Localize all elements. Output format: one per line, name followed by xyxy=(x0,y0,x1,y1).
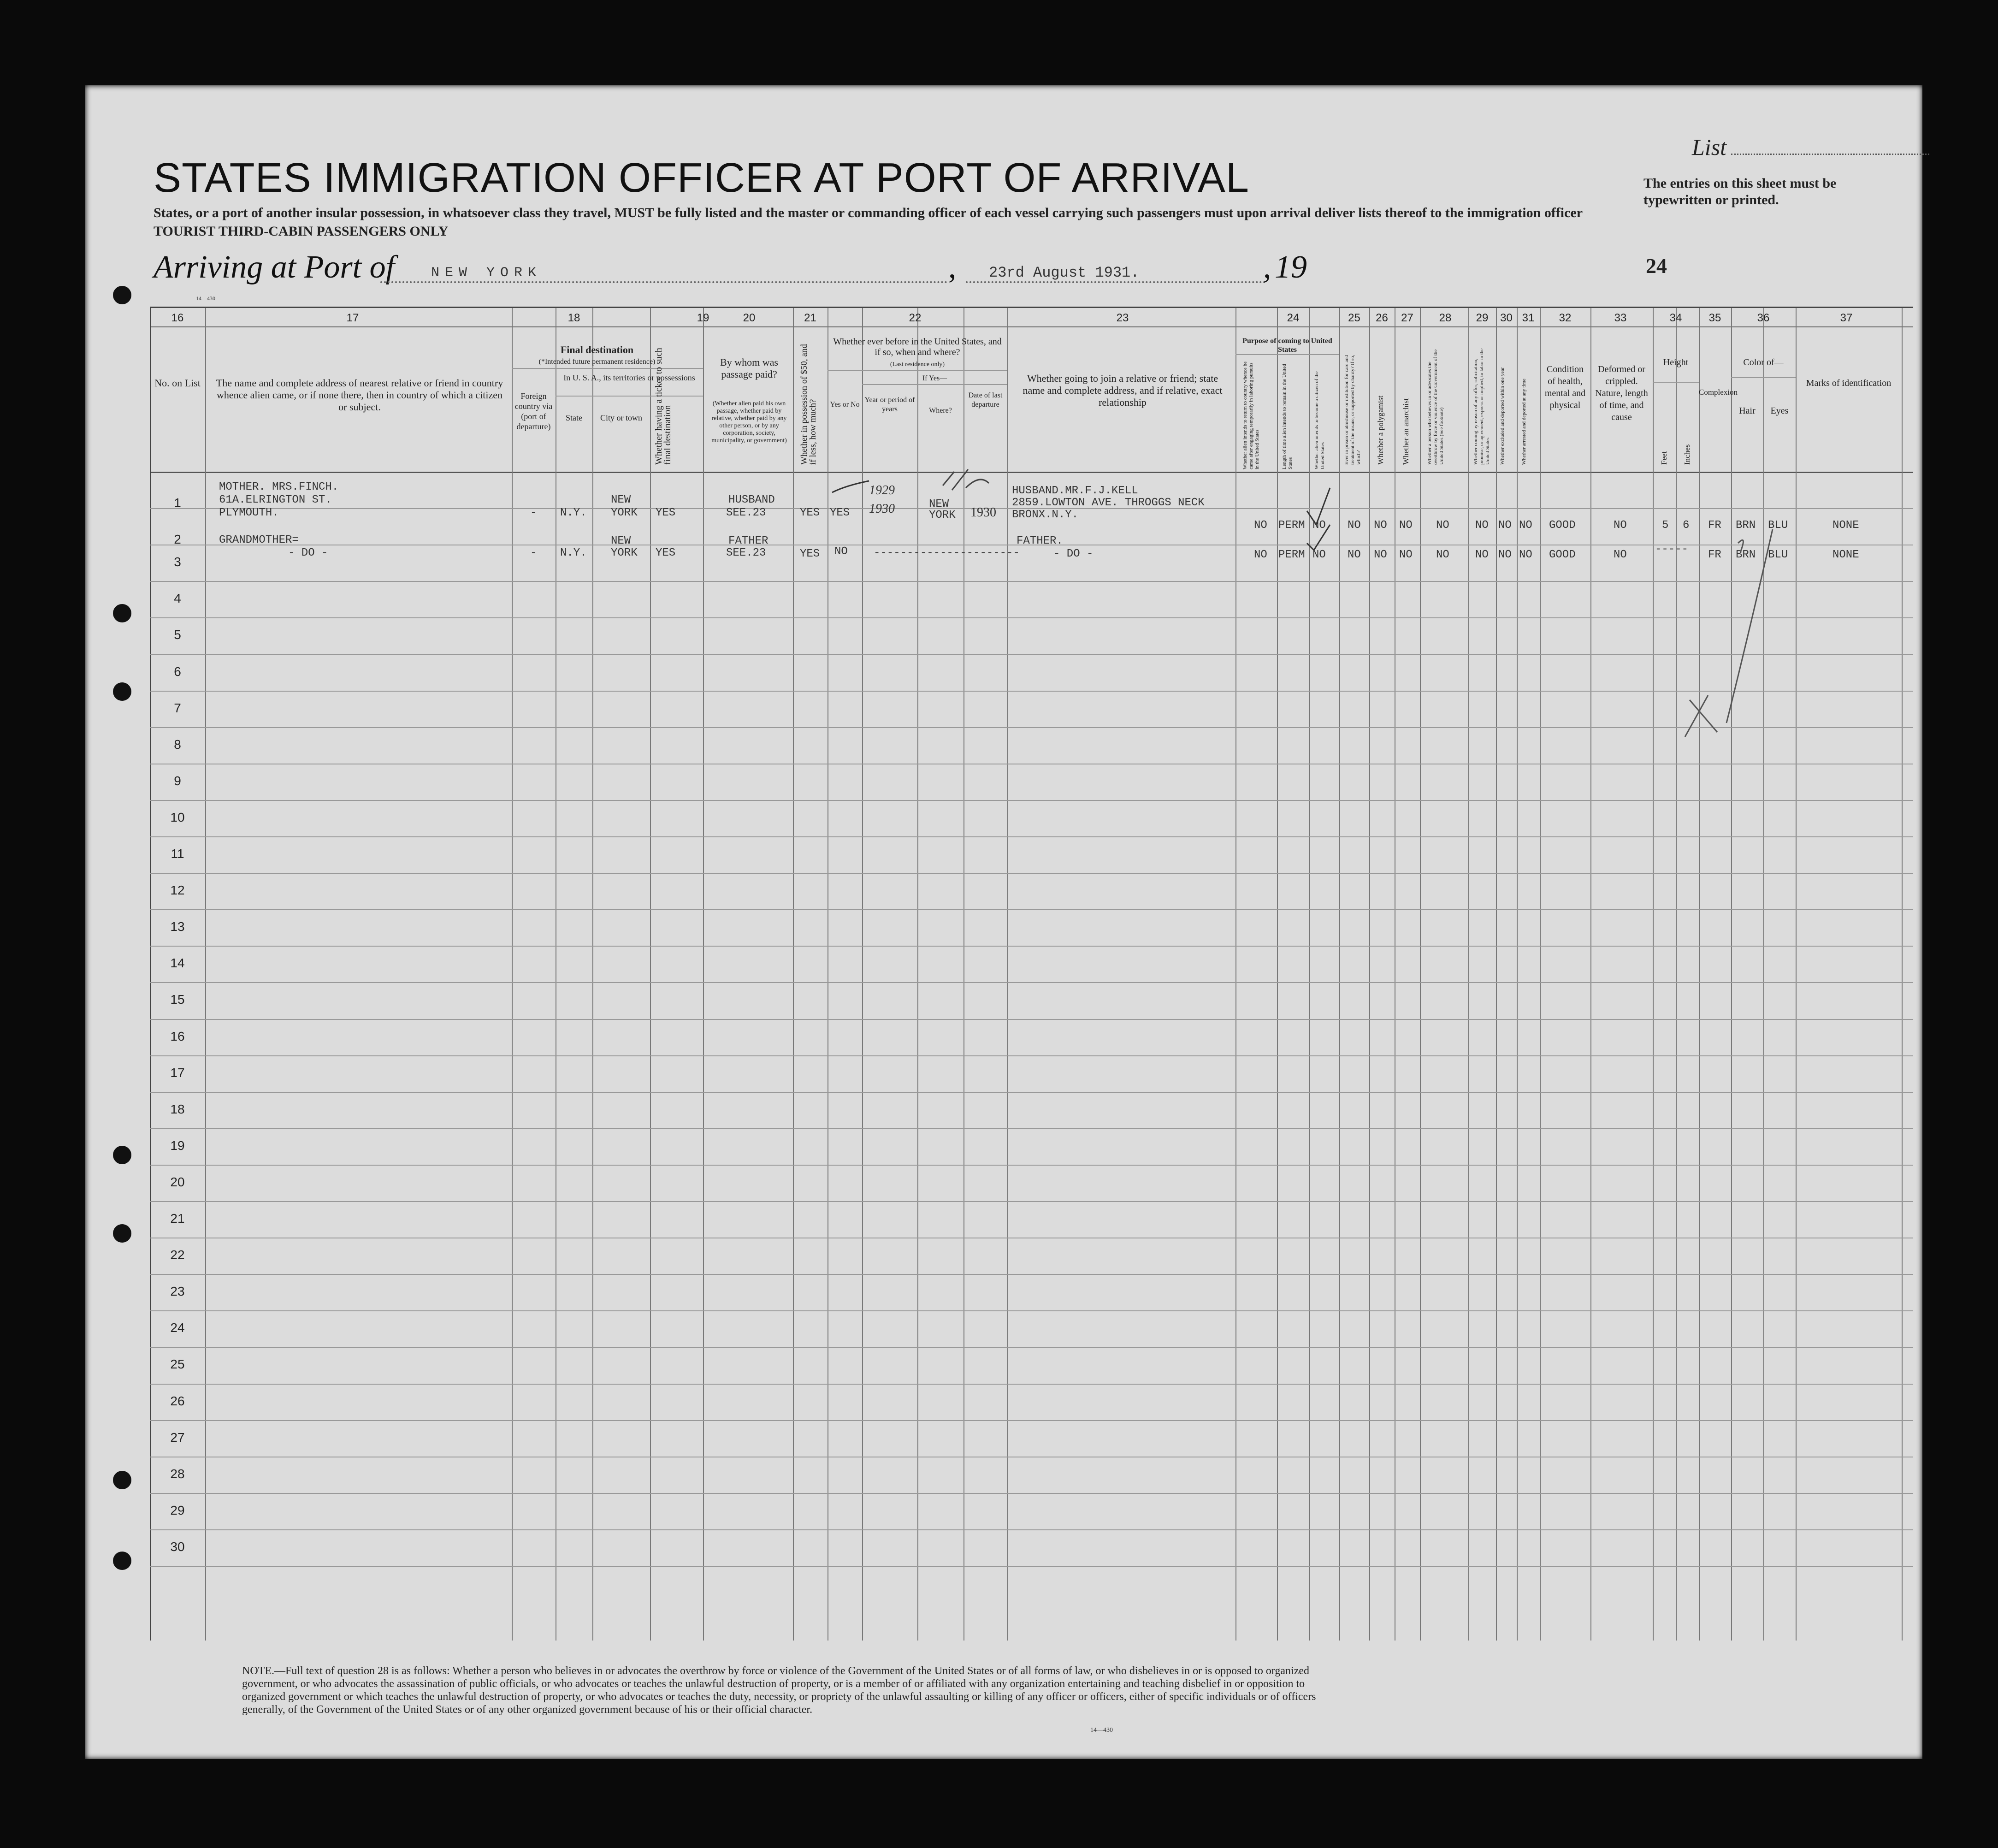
entry-2-eyes: BLU xyxy=(1768,549,1788,561)
header-state: State xyxy=(566,413,582,422)
binding-hole xyxy=(113,1224,131,1243)
entry-1-year: 1929 xyxy=(869,483,895,498)
binding-hole xyxy=(113,1471,131,1489)
footnote-form-number: 14—430 xyxy=(1090,1727,1113,1734)
entry-1-join: 2859.LOWTON AVE. THROGGS NECK xyxy=(1012,497,1205,509)
entry-2-before: NO xyxy=(834,545,848,558)
entry-1-return: NO xyxy=(1254,519,1267,532)
column-number: 28 xyxy=(1439,312,1452,324)
column-number: 31 xyxy=(1522,312,1535,324)
row-number: 17 xyxy=(170,1065,185,1080)
check-mark xyxy=(832,481,869,492)
entry-1-where: YORK xyxy=(929,509,956,521)
entry-2-polygamist: NO xyxy=(1374,549,1387,561)
header-deported: Whether arrested and deported at any time xyxy=(1521,379,1527,465)
entry-1-relative: PLYMOUTH. xyxy=(219,507,279,519)
manifest-sheet xyxy=(85,85,1922,1759)
entry-1-city: YORK xyxy=(611,507,638,519)
header-final-destination: Final destination xyxy=(560,344,634,355)
entry-1-city: NEW xyxy=(611,494,631,506)
header-polygamist: Whether a polygamist xyxy=(1376,395,1385,465)
entry-1-complexion: FR xyxy=(1708,519,1721,532)
entry-1-inches: 6 xyxy=(1683,519,1690,532)
header-year: Year or period of years xyxy=(864,396,915,413)
row-number: 4 xyxy=(174,591,181,606)
binding-hole xyxy=(113,1146,131,1164)
header-anarchist: Whether an anarchist xyxy=(1401,398,1410,465)
pencil-line xyxy=(1726,529,1773,723)
list-label: List xyxy=(1692,134,1727,160)
header-marks: Marks of identification xyxy=(1806,378,1892,388)
row-number: 20 xyxy=(170,1174,185,1189)
header-join-relative: Whether going to join a relative or friend; state name and complete address, and if relative, exact relationship xyxy=(1023,373,1223,408)
column-number: 36 xyxy=(1757,312,1770,324)
entry-1-health: GOOD xyxy=(1549,519,1576,532)
entry-1-foreign: - xyxy=(530,507,537,519)
header-return-intent: Whether alien intends to return to country whence he came after engaging temporarily in laboring pursuits in the United States xyxy=(1242,361,1260,469)
header-if-yes: If Yes— xyxy=(922,374,947,382)
header-citizen-intent: Whether alien intends to become a citizen of the United States xyxy=(1314,371,1325,469)
header-inches: Inches xyxy=(1683,444,1691,465)
column-number: 35 xyxy=(1708,312,1721,324)
class-line: TOURIST THIRD-CABIN PASSENGERS ONLY xyxy=(154,224,449,239)
column-number: 20 xyxy=(743,312,756,324)
row-number: 29 xyxy=(170,1503,185,1517)
arriving-label: Arriving at Port of xyxy=(154,249,395,285)
row-number: 6 xyxy=(174,664,181,679)
entry-2-dashes: ---------------------- xyxy=(874,547,1020,559)
entry-1-citizen: NO xyxy=(1312,519,1326,532)
manifest-grid xyxy=(150,307,1913,1641)
entry-2-health: GOOD xyxy=(1549,549,1576,561)
entry-2-foreign: - xyxy=(530,547,537,559)
list-number: 24 xyxy=(1646,254,1667,278)
row-number: 12 xyxy=(170,883,185,898)
binding-hole xyxy=(113,604,131,622)
list-dots xyxy=(1731,154,1929,155)
entry-2-prison: NO xyxy=(1348,549,1361,561)
header-overthrow: Whether a person who believes in or advocates the overthrow by force or violence of the Government of the United States (See footnote) xyxy=(1427,349,1444,465)
entry-1-ticket: YES xyxy=(656,507,676,519)
entry-2-anarchist: NO xyxy=(1399,549,1413,561)
entry-2-relative: GRANDMOTHER= xyxy=(219,534,299,546)
header-where: Where? xyxy=(929,407,952,415)
row-number: 28 xyxy=(170,1466,185,1481)
handwritten-note xyxy=(943,469,989,490)
column-number: 22 xyxy=(909,312,922,324)
entry-1-join: HUSBAND.MR.F.J.KELL xyxy=(1012,485,1138,497)
entry-2-join: FATHER. xyxy=(1017,535,1063,547)
row-number: 3 xyxy=(174,555,181,569)
page-title: STATES IMMIGRATION OFFICER AT PORT OF ARRIVAL xyxy=(154,155,1249,201)
comma: , xyxy=(1263,249,1271,285)
pencil-mark xyxy=(1738,540,1743,552)
check-mark xyxy=(1307,525,1330,550)
port-dots xyxy=(380,281,947,283)
page-subtitle: States, or a port of another insular possession, in whatsoever class they travel, MUST be fully listed and the master or commanding officer of each vessel carrying such passengers must upon arrival deliver lists thereof to the immigration officer xyxy=(154,205,1583,220)
row-number: 2 xyxy=(174,532,181,547)
entry-1-paid: HUSBAND xyxy=(728,494,775,506)
entry-2-paid: SEE.23 xyxy=(726,547,766,559)
column-number: 21 xyxy=(804,312,816,324)
column-number: 16 xyxy=(171,312,184,324)
entry-2-paid: FATHER xyxy=(728,535,768,547)
header-foreign-country: Foreign country via (port of departure) xyxy=(514,391,553,431)
entry-2-excluded: NO xyxy=(1498,549,1512,561)
entry-1-hair: BRN xyxy=(1736,519,1756,532)
entry-1-prison: NO xyxy=(1348,519,1361,532)
entry-1-excluded: NO xyxy=(1498,519,1512,532)
row-number: 7 xyxy=(174,700,181,715)
port-value: NEW YORK xyxy=(431,265,542,281)
entries-note: The entries on this sheet must be typewritten or printed. xyxy=(1643,176,1837,207)
entry-1-eyes: BLU xyxy=(1768,519,1788,532)
entry-1-length: PERM xyxy=(1278,519,1305,532)
entry-1-year: 1930 xyxy=(869,502,895,516)
entry-2-money: YES xyxy=(800,548,820,560)
date-dots xyxy=(966,281,1265,283)
entry-2-offer: NO xyxy=(1475,549,1489,561)
entry-1-paid: SEE.23 xyxy=(726,507,766,519)
row-number: 15 xyxy=(170,992,185,1007)
header-hair: Hair xyxy=(1739,406,1756,416)
row-number: 1 xyxy=(174,496,181,510)
row-number: 27 xyxy=(170,1430,185,1445)
entry-2-join: - DO - xyxy=(1053,548,1094,560)
header-before-note: (Last residence only) xyxy=(890,361,945,368)
header-relative: The name and complete address of nearest relative or friend in country whence alien came, or if none there, then in country of which a citizen or subject. xyxy=(216,377,503,413)
header-ticket: Whether having a ticket to such final destination xyxy=(654,348,673,465)
form-number: 14—430 xyxy=(196,295,215,302)
header-final-destination-note: (*Intended future permanent residence) xyxy=(538,358,656,366)
comma: , xyxy=(948,249,957,285)
footnote: NOTE.—Full text of question 28 is as follows: Whether a person who believes in or advocates the overthrow by force or violence of the Government of the United States or of all forms of law, or who disbelieves in or is opposed to organized government, or who advocates the assassination of public officials, or who advocates or teaches the unlawful destruction of property, or is a member of or affiliated with any organization entertaining and teaching disbelief in or opposition to organized government or which teaches the unlawful destruction of property, or who advocates or teaches the duty, necessity, or propriety of the unlawful assaulting or killing of any officer or officers, either of specific individuals or of officers generally, of the Government of the United States or of any other organized government because of his or their official character. xyxy=(242,1665,1316,1716)
entry-1-state: N.Y. xyxy=(560,507,587,519)
column-number: 26 xyxy=(1376,312,1388,324)
column-number: 25 xyxy=(1348,312,1360,324)
header-last-departure: Date of last departure xyxy=(968,391,1003,409)
column-number: 18 xyxy=(567,312,580,324)
entry-2-state: N.Y. xyxy=(560,547,587,559)
column-number: 19 xyxy=(697,312,709,324)
entry-2-length: PERM xyxy=(1278,549,1305,561)
row-number: 26 xyxy=(170,1393,185,1408)
entry-1-offer: NO xyxy=(1475,519,1489,532)
row-number: 23 xyxy=(170,1284,185,1299)
column-number: 30 xyxy=(1500,312,1513,324)
header-color: Color of— xyxy=(1743,357,1784,367)
entry-1-join: BRONX.N.Y. xyxy=(1012,509,1079,521)
header-eyes: Eyes xyxy=(1770,406,1789,416)
header-yes-no: Yes or No xyxy=(830,401,860,409)
row-number: 10 xyxy=(170,810,185,824)
row-number: 21 xyxy=(170,1211,185,1226)
entry-2-relative: - DO - xyxy=(288,547,328,559)
row-number: 8 xyxy=(174,737,181,752)
entry-1-anarchist: NO xyxy=(1399,519,1413,532)
entry-2-height-dashes: ----- xyxy=(1655,543,1689,556)
row-number: 22 xyxy=(170,1248,185,1262)
column-number: 37 xyxy=(1840,312,1853,324)
pencil-x xyxy=(1685,695,1717,737)
entry-1-overthrow: NO xyxy=(1436,519,1449,532)
entry-2-complexion: FR xyxy=(1708,549,1721,561)
row-number: 14 xyxy=(170,956,185,971)
column-number: 32 xyxy=(1559,312,1572,324)
header-excluded: Whether excluded and deported within one year xyxy=(1500,367,1505,465)
row-number: 19 xyxy=(170,1138,185,1153)
entry-2-deformed: NO xyxy=(1614,549,1627,561)
entry-2-return: NO xyxy=(1254,549,1267,561)
entry-2-city: NEW xyxy=(611,535,631,547)
entry-2-hair: BRN xyxy=(1736,549,1756,561)
header-passage-paid: By whom was passage paid? xyxy=(720,356,778,380)
year-prefix: 19 xyxy=(1275,249,1307,285)
entry-1-relative: MOTHER. MRS.FINCH. xyxy=(219,481,339,493)
row-number: 11 xyxy=(171,847,184,861)
header-purpose: Purpose of coming to United States xyxy=(1242,337,1332,354)
entry-2-ticket: YES xyxy=(656,547,676,559)
header-deformed: Deformed or crippled. Nature, length of time, and cause xyxy=(1595,364,1648,422)
column-number: 17 xyxy=(346,312,359,324)
entry-1-money: YES xyxy=(800,507,820,519)
entry-1-polygamist: NO xyxy=(1374,519,1387,532)
entry-2-citizen: NO xyxy=(1312,549,1326,561)
check-mark xyxy=(1307,488,1330,525)
row-number: 24 xyxy=(170,1321,185,1335)
date-value: 23rd August 1931. xyxy=(989,264,1140,281)
header-passage-note: (Whether alien paid his own passage, whether paid by relative, whether paid by any other person, or by any corporation, society, municipality, or government) xyxy=(711,400,787,444)
header-feet: Feet xyxy=(1660,451,1668,465)
header-money: Whether in possession of $50, and if less, how much? xyxy=(799,344,818,465)
header-in-usa: In U. S. A., its territories or possessions xyxy=(563,373,695,382)
column-number: 33 xyxy=(1614,312,1627,324)
header-complexion: Complexion xyxy=(1699,388,1738,397)
entry-1-where: NEW xyxy=(929,498,949,510)
handwritten-marks xyxy=(150,308,1913,1641)
header-height: Height xyxy=(1663,357,1689,367)
entry-2-deported: NO xyxy=(1519,549,1532,561)
entry-2-city: YORK xyxy=(611,547,638,559)
binding-hole xyxy=(113,682,131,701)
row-number: 16 xyxy=(170,1029,185,1043)
entry-1-departure: 1930 xyxy=(970,505,996,520)
row-number: 13 xyxy=(170,919,185,934)
column-number: 23 xyxy=(1116,312,1129,324)
header-no-on-list: No. on List xyxy=(154,377,201,389)
column-number: 27 xyxy=(1401,312,1413,324)
entry-1-deformed: NO xyxy=(1614,519,1627,532)
header-prison: Ever in prison or almshouse or institution for care and treatment of the insane, or supported by charity? If so, which? xyxy=(1344,355,1361,465)
header-health: Condition of health, mental and physical xyxy=(1544,364,1586,410)
entry-1-feet: 5 xyxy=(1662,519,1669,532)
entry-2-marks: NONE xyxy=(1832,549,1859,561)
row-number: 9 xyxy=(174,773,181,788)
row-number: 18 xyxy=(170,1102,185,1116)
entry-1-relative: 61A.ELRINGTON ST. xyxy=(219,494,332,506)
binding-hole xyxy=(113,286,131,304)
binding-hole xyxy=(113,1552,131,1570)
header-labor-offer: Whether coming by reason of any offer, solicitation, promise, or agreement, express or implied, to labor in the United States xyxy=(1473,348,1490,465)
row-number: 5 xyxy=(174,628,181,642)
header-before-us: Whether ever before in the United States, and if so, when and where? xyxy=(833,337,1002,357)
column-number: 29 xyxy=(1476,312,1489,324)
entry-1-marks: NONE xyxy=(1832,519,1859,532)
header-length-stay: Length of time alien intends to remain in the United States xyxy=(1282,364,1293,469)
entry-1-deported: NO xyxy=(1519,519,1532,532)
column-number: 24 xyxy=(1287,312,1300,324)
entry-1-before: YES xyxy=(830,507,850,519)
column-number: 34 xyxy=(1669,312,1682,324)
row-number: 30 xyxy=(170,1539,185,1554)
header-city: City or town xyxy=(600,413,642,422)
entry-2-overthrow: NO xyxy=(1436,549,1449,561)
row-number: 25 xyxy=(170,1357,185,1372)
